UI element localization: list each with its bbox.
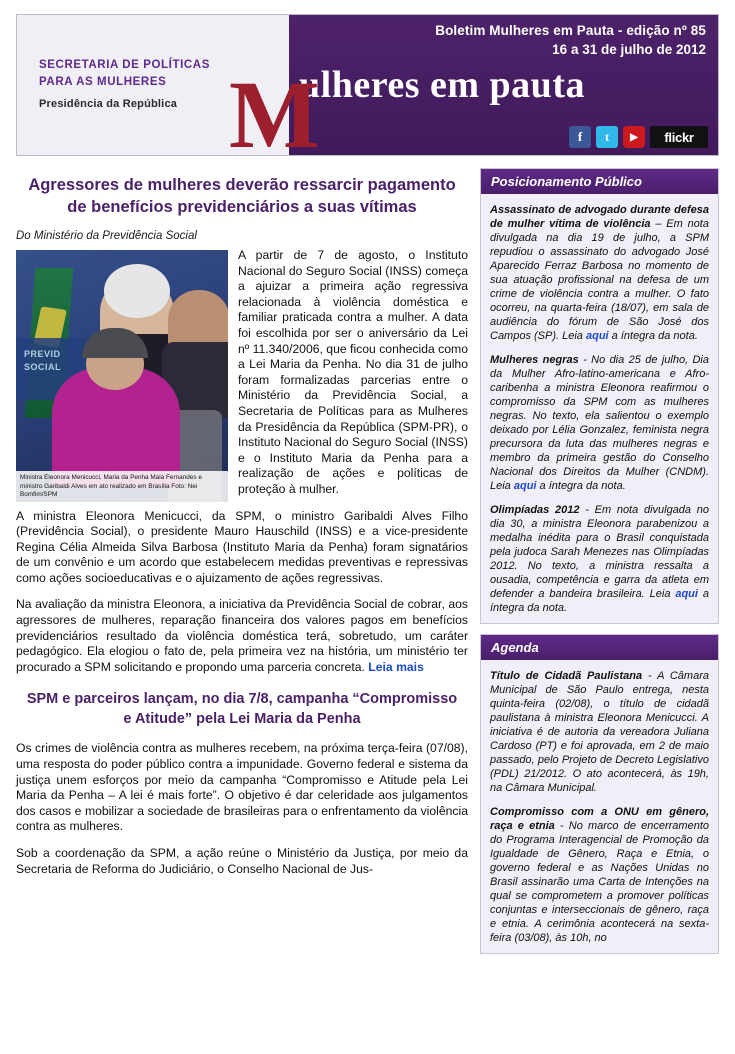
masthead-purple-panel: [289, 15, 718, 155]
article-kicker: Do Ministério da Previdência Social: [16, 230, 197, 242]
sidebar-item-lead: Assassinato de advogado durante defesa de mulher vítima de violência: [490, 204, 709, 230]
sidebar-item: [490, 353, 709, 493]
sidebar-spacer: [480, 624, 719, 634]
sidebar-item-lead: Olimpíadas 2012: [490, 504, 580, 516]
read-more-link[interactable]: Leia mais: [368, 659, 424, 674]
sidebar-item: [490, 805, 709, 945]
sidebar-item: [490, 669, 709, 795]
article-paragraph: A partir de 7 de agosto, o Instituto Nacional do Seguro Social (INSS) começa a ajuizar a primeira ação regressiva relacionada à violência doméstica e familiar praticada contra a mulher. A data foi escolhida por ser o aniversário da Lei nº 11.340/2006, que ficou conhecida como a Lei Maria da Penha. No dia 31 de julho foram formalizadas parcerias entre o Ministério da Previdência Social, a Secretaria de Políticas para as Mulheres da Presidência da República (SPM-PR), o Instituto Nacional do Seguro Social (INSS) e o Instituto Maria da Penha para a realização de ações e políticas de proteção à mulher.: [238, 248, 468, 496]
agenda-box: [480, 634, 719, 954]
sidebar-item-text: – Em nota divulgada na dia 19 de julho, a SPM repudiou o assassinato do advogado José Aparecido Ferraz Barbosa no momento de sua atuação profissional na defesa de um crime de violência contra a mulher. O fato ocorreu, na quarta-feira (18/07), em sala de audiência do fórum de São José dos Campos (SP). Leia: [490, 218, 709, 342]
org-line-3: Presidência da República: [39, 98, 178, 110]
sidebar-item-text: - Em nota divulgada no dia 30, a ministra Eleonora parabenizou a medalha inédita para o Brasil conquistada pela judoca Sarah Menezes nas Olimpíadas 2012. No texto, a ministra ressalta a ousadia, competência e garra da atleta em defender a bandeira brasileira. Leia: [490, 504, 710, 600]
sidebar-item-lead: Compromisso com a ONU em gênero, raça e etnia: [490, 806, 709, 832]
article-paragraph: Sob a coordenação da SPM, a ação reúne o Ministério da Justiça, por meio da Secretaria de Reforma do Judiciário, o Conselho Nacional de Jus-: [16, 846, 468, 876]
sidebar-item: [490, 503, 709, 615]
article-paragraph: Os crimes de violência contra as mulheres recebem, na próxima terça-feira (07/08), uma resposta do poder público contra a impunidade. Governo federal e sistema da justiça unem esforços por meio da campanha “Compromisso e Atitude pela Lei Maria da Penha – A lei é mais forte”. O objetivo é dar celeridade aos julgamentos dos casos e mobilizar a sociedade de brasileiras para o enfrentamento da violência contra as mulheres.: [16, 741, 468, 834]
sidebar-item-lead: Título de Cidadã Paulistana: [490, 670, 643, 682]
article-photo: [16, 250, 228, 502]
facebook-icon[interactable]: f: [569, 126, 591, 148]
agenda-title: Agenda: [481, 635, 718, 660]
youtube-icon[interactable]: ▶: [623, 126, 645, 148]
public-positioning-title: Posicionamento Público: [481, 169, 718, 194]
publication-title: ulheres em pauta: [299, 64, 585, 106]
photo-caption: Ministra Eleonora Menicucci, Maria da Penha Maia Fernandes e ministro Garibaldi Alves em ato realizado em Brasília Foto: Nei Bomfim/SPM: [16, 471, 228, 502]
org-line-2: PARA AS MULHERES: [39, 76, 167, 88]
photo-person-seated: [52, 368, 180, 488]
sidebar-item-link[interactable]: aqui: [513, 480, 537, 492]
sidebar-item-text: - No dia 25 de julho, Dia da Mulher Afro-latino-americana e Afro-caribenha a ministra Eleonora reafirmou o compromisso da SPM com as mulheres negras. No texto, ela salientou o exemplo deixado por Lélia Gonzalez, feminista negra precursora da luta das mulheres negras e membro da primeira gestão do Conselho Nacional dos Direitos da Mulher (CNDM). Leia: [490, 354, 709, 492]
public-positioning-box: [480, 168, 719, 624]
secondary-article-body: [16, 741, 468, 877]
article-headline: Agressores de mulheres deverão ressarcir pagamento de benefícios previdenciários a suas vítimas: [28, 176, 456, 216]
public-positioning-body: [481, 194, 718, 623]
bulletin-edition: Boletim Mulheres em Pauta - edição nº 85: [435, 23, 706, 38]
content-area: [16, 168, 719, 1048]
photo-person-right: [168, 290, 228, 412]
sidebar-item: [490, 203, 709, 343]
flickr-icon[interactable]: flickr: [650, 126, 708, 148]
main-column: [16, 168, 468, 1048]
agenda-body: [481, 660, 718, 953]
sidebar-item-text: - A Câmara Municipal de São Paulo entrega, nesta quinta-feira (02/08), o título de cidadã paulistana à ministra Eleonora Menicucci. A iniciativa é de autoria da vereadora Juliana Cardoso (PT) e foi aprovada, em 2 de maio passado, pelo Projeto de Decreto Legislativo (PDL) 21/2012. O ato acontecerá, às 19h, na Câmara Municipal.: [490, 670, 709, 794]
article-paragraph: A ministra Eleonora Menicucci, da SPM, o ministro Garibaldi Alves Filho (Previdência Social), o presidente Mauro Hauschild (INSS) e a vice-presidente Regina Célia Almeida Silva Barbosa (Instituto Maria da Penha) foram signatários de um convênio e um acordo que estabelecem medidas preventivas e repressivas como ações socioeducativas e o ajuizamento de ações regressivas.: [16, 508, 468, 585]
article-photo-figure: [16, 250, 228, 502]
article-paragraph: [16, 597, 468, 675]
secondary-article-headline: SPM e parceiros lançam, no dia 7/8, campanha “Compromisso e Atitude” pela Lei Maria da Penha: [26, 691, 458, 728]
sidebar-item-tail: a íntegra da nota.: [608, 330, 698, 342]
bulletin-date-range: 16 a 31 de julho de 2012: [552, 42, 706, 57]
masthead: [16, 14, 719, 156]
sidebar-item-lead: Mulheres negras: [490, 354, 579, 366]
org-line-1: SECRETARIA DE POLÍTICAS: [39, 59, 210, 71]
sidebar-item-link[interactable]: aqui: [585, 330, 609, 342]
masthead-monogram: M: [229, 61, 320, 156]
twitter-icon[interactable]: t: [596, 126, 618, 148]
sidebar-item-text: - No marco de encerramento do Programa Interagencial de Promoção da Igualdade de Gênero, Raça e Etnia, o governo federal e as Nações Unidas no Brasil assinarão uma Carta de Intenções na qual se comprometem a promover políticas conjuntas e interseccionais de gênero, raça e etnia. A cerimônia acontecerá na sexta-feira (03/08), às 10h, no: [490, 820, 709, 944]
social-links[interactable]: [569, 126, 708, 148]
sidebar-item-tail: a íntegra da nota.: [490, 588, 709, 614]
sidebar-column: [480, 168, 719, 1048]
article-paragraph-text: Na avaliação da ministra Eleonora, a iniciativa da Previdência Social de cobrar, aos agressores de mulheres, reparação financeira dos valores pagos em benefícios previdenciários resultado da violência doméstica terá, sobretudo, um caráter pedagógico. Ela elogiou o fato de, pela primeira vez na história, um ministério ter procurado a SPM solicitando e propondo uma parceria concreta.: [16, 597, 468, 674]
sidebar-item-link[interactable]: aqui: [675, 588, 698, 600]
sidebar-item-tail: a íntegra da nota.: [536, 480, 626, 492]
